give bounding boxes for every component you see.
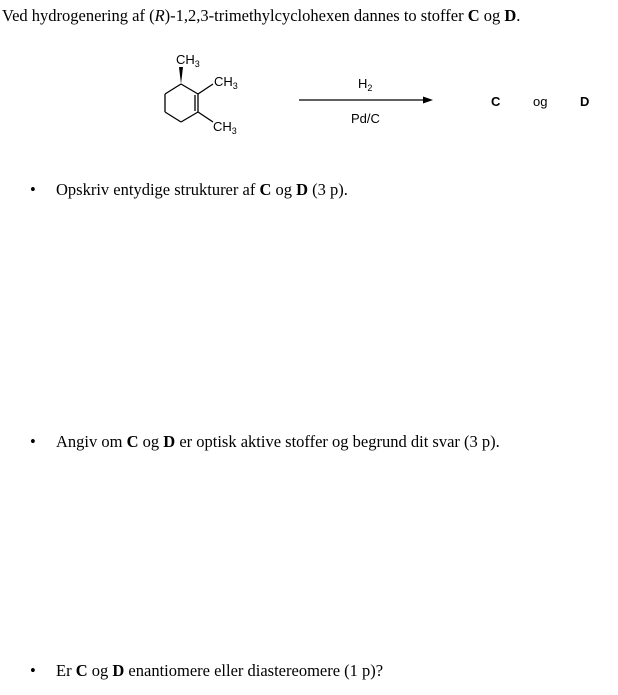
- reaction-scheme: [0, 40, 618, 190]
- reaction-arrow: [299, 97, 433, 104]
- reagent-h2-label: $H_2$: [358, 76, 373, 93]
- ch3-label-bottom: $CH_3$: [213, 119, 237, 136]
- question-2: [30, 432, 500, 452]
- bullet-icon: •: [30, 661, 36, 680]
- compound-d: D: [163, 432, 176, 451]
- intro-compound-d: D: [504, 6, 517, 25]
- question-text: enantiomere eller diastereomere (1 p)?: [124, 661, 384, 680]
- question-3: [30, 661, 383, 681]
- question-text: (3 p).: [308, 180, 348, 199]
- intro-text: )-1,2,3-trimethylcyclohexen dannes to stoffer: [164, 6, 468, 25]
- question-1: [30, 180, 348, 200]
- compound-c: C: [126, 432, 139, 451]
- bullet-icon: •: [30, 180, 36, 199]
- question-text: Opskriv entydige strukturer af: [56, 180, 260, 199]
- ch3-label-top: $CH_3$: [176, 52, 200, 69]
- intro-text: Ved hydrogenering af (: [2, 6, 155, 25]
- question-text: og: [87, 661, 113, 680]
- intro-text: og: [479, 6, 505, 25]
- intro-compound-c: C: [467, 6, 480, 25]
- intro-sentence: [2, 6, 520, 26]
- cyclohexene-structure: [165, 67, 213, 122]
- bullet-icon: •: [30, 432, 36, 451]
- question-text: Angiv om: [56, 432, 127, 451]
- catalyst-label: Pd/C: [351, 111, 380, 126]
- question-text: Er: [56, 661, 76, 680]
- compound-c: C: [259, 180, 272, 199]
- product-og-label: og: [533, 94, 548, 109]
- intro-text: .: [516, 6, 521, 25]
- product-d-label: D: [580, 94, 590, 109]
- compound-d: D: [296, 180, 309, 199]
- question-text: og: [138, 432, 164, 451]
- question-text: er optisk aktive stoffer og begrund dit svar (3 p).: [175, 432, 500, 451]
- product-c-label: C: [491, 94, 501, 109]
- question-text: og: [271, 180, 297, 199]
- intro-r-descriptor: R: [154, 6, 165, 25]
- ch3-label-right: $CH_3$: [214, 74, 238, 91]
- compound-c: C: [75, 661, 88, 680]
- compound-d: D: [112, 661, 125, 680]
